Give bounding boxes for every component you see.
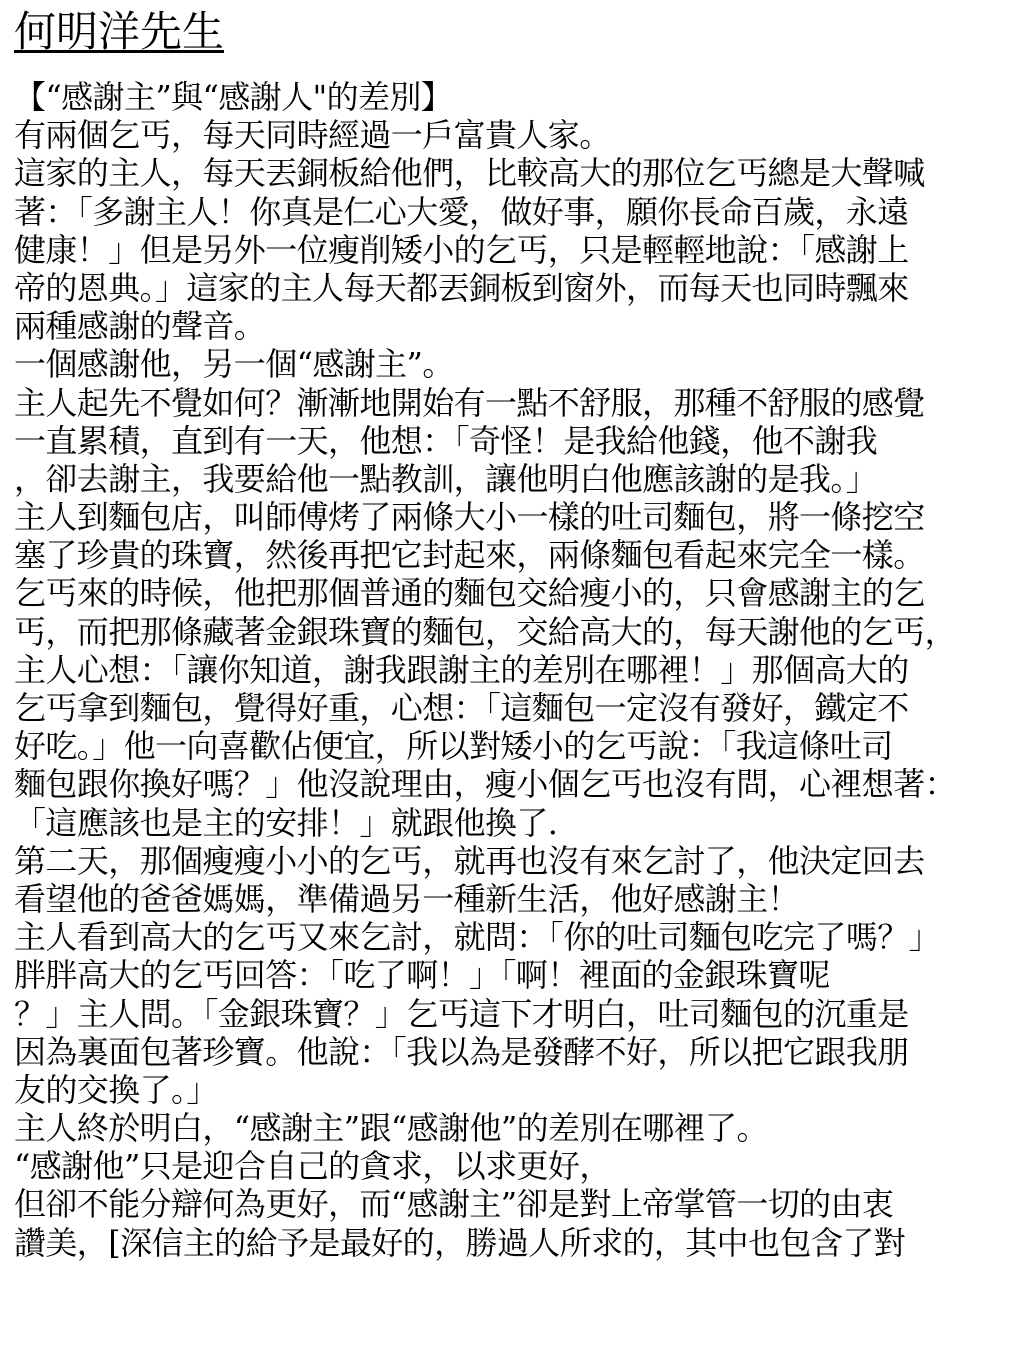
text-line: 乞丐拿到麵包，覺得好重，心想：「這麵包一定沒有發好，鐵定不 bbox=[14, 689, 909, 727]
text-line: 看望他的爸爸媽媽，準備過另一種新生活，他好感謝主！ bbox=[14, 879, 800, 918]
text-line: 但卻不能分辯何為更好，而“感謝主”卻是對上帝掌管一切的由衷 bbox=[14, 1185, 894, 1224]
text-line: “感謝他”只是迎合自己的貪求，以求更好， bbox=[14, 1147, 611, 1186]
text-line: 「這應該也是主的安排！」就跟他換了. bbox=[14, 803, 558, 842]
text-line: 健康！」但是另外一位瘦削矮小的乞丐，只是輕輕地說：「感謝上 bbox=[14, 230, 909, 269]
text-line: 帝的恩典。」這家的主人每天都丟銅板到窗外，而每天也同時飄來 bbox=[14, 268, 909, 307]
text-line: 主人到麵包店，叫師傅烤了兩條大小一樣的吐司麵包，將一條挖空 bbox=[14, 498, 925, 537]
document-title: 何明洋先生 bbox=[14, 7, 225, 56]
text-line: 讚美，[深信主的給予是最好的，勝過人所求的，其中也包含了對 bbox=[14, 1223, 906, 1262]
text-line: 一個感謝他，另一個“感謝主”。 bbox=[14, 345, 454, 384]
document-body bbox=[14, 78, 1019, 1262]
text-line: 塞了珍貴的珠寶，然後再把它封起來，兩條麵包看起來完全一樣。 bbox=[14, 536, 925, 575]
text-line: 主人心想：「讓你知道，謝我跟謝主的差別在哪裡！」那個高大的 bbox=[14, 650, 909, 689]
text-line: 主人看到高大的乞丐又來乞討，就問：「你的吐司麵包吃完了嗎？」 bbox=[14, 918, 941, 957]
text-line: ？」主人問。「金銀珠寶？」乞丐這下才明白，吐司麵包的沉重是 bbox=[14, 994, 909, 1033]
text-line: 這家的主人，每天丟銅板給他們，比較高大的那位乞丐總是大聲喊 bbox=[14, 154, 925, 193]
text-line: 丐，而把那條藏著金銀珠寶的麵包，交給高大的，每天謝他的乞丐， bbox=[14, 612, 957, 651]
text-line: 第二天，那個瘦瘦小小的乞丐，就再也沒有來乞討了，他決定回去 bbox=[14, 841, 925, 880]
text-line: 胖胖高大的乞丐回答：「吃了啊！」「啊！裡面的金銀珠寶呢 bbox=[14, 956, 830, 995]
text-line: 因為裏面包著珍寶。他說：「我以為是發酵不好，所以把它跟我朋 bbox=[14, 1032, 909, 1071]
text-line: 主人起先不覺如何？漸漸地開始有一點不舒服，那種不舒服的感覺 bbox=[14, 383, 925, 422]
text-line: 主人終於明白，“感謝主”跟“感謝他”的差別在哪裡了。 bbox=[14, 1109, 768, 1148]
text-line: 兩種感謝的聲音。 bbox=[14, 307, 266, 346]
text-line: ，卻去謝主，我要給他一點教訓，讓他明白他應該謝的是我。」 bbox=[14, 459, 878, 498]
text-line: 乞丐來的時候，他把那個普通的麵包交給瘦小的，只會感謝主的乞 bbox=[14, 574, 925, 613]
text-line: 【“感謝主”與“感謝人"的差別】 bbox=[14, 78, 453, 116]
text-line: 一直累積，直到有一天，他想：「奇怪！是我給他錢，他不謝我 bbox=[14, 421, 878, 460]
text-line: 友的交換了。」 bbox=[14, 1070, 218, 1109]
text-line: 有兩個乞丐，每天同時經過一戶富貴人家。 bbox=[14, 116, 611, 155]
text-line: 好吃。」他一向喜歡佔便宜，所以對矮小的乞丐說：「我這條吐司 bbox=[14, 727, 893, 766]
text-line: 著：「多謝主人！你真是仁心大愛，做好事，願你長命百歲，永遠 bbox=[14, 192, 909, 231]
text-line: 麵包跟你換好嗎？」他沒說理由，瘦小個乞丐也沒有問，心裡想著： bbox=[14, 765, 957, 804]
